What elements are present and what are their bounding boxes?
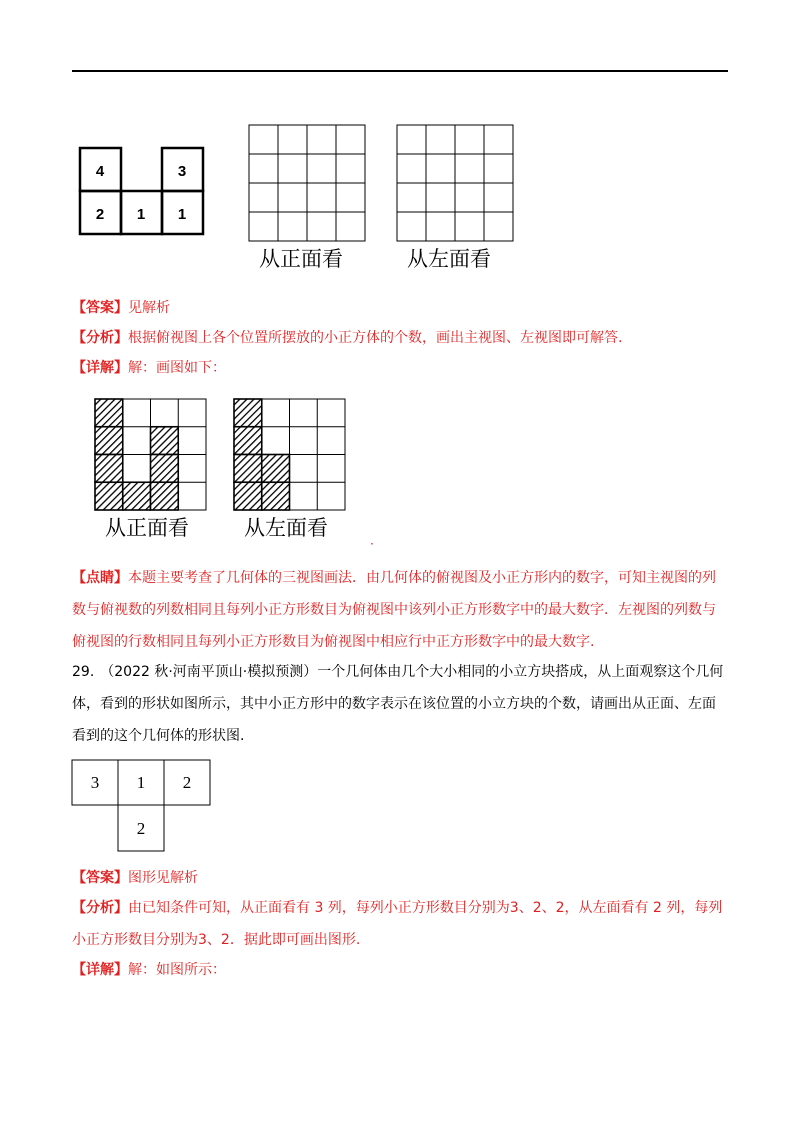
top-view-figure xyxy=(78,146,208,238)
q29-detail-line xyxy=(72,960,226,980)
cell-value: 3 xyxy=(177,163,187,180)
cell-value: 2 xyxy=(95,206,105,223)
comment-text: 本题主要考查了几何体的三视图画法．由几何体的俯视图及小正方形内的数字，可知主视图的列 xyxy=(128,570,716,586)
header-rule xyxy=(72,70,728,72)
answer-text: 图形见解析 xyxy=(128,870,198,886)
comment-tag: 【点睛】 xyxy=(72,570,128,586)
comment-line-1 xyxy=(72,568,716,588)
question-line-3: 看到的这个几何体的形状图. xyxy=(72,728,245,744)
analysis-text: 根据俯视图上各个位置所摆放的小正方体的个数，画出主视图、左视图即可解答. xyxy=(128,330,623,346)
cell-value: 3 xyxy=(90,773,100,792)
solution-left-grid xyxy=(233,398,347,512)
question-text: 一个几何体由几个大小相同的小立方块搭成，从上面观察这个几何 xyxy=(317,664,724,680)
shaded-cube xyxy=(262,455,290,483)
shaded-cube xyxy=(95,399,123,427)
shaded-cube xyxy=(95,455,123,483)
left-view-caption: 从左面看 xyxy=(407,247,491,271)
shaded-cube xyxy=(151,427,179,455)
cell-value: 2 xyxy=(182,773,192,792)
empty-left-grid xyxy=(396,124,516,244)
shaded-cube xyxy=(151,482,179,510)
analysis-line xyxy=(72,328,622,348)
shaded-cube xyxy=(262,482,290,510)
answer-line xyxy=(72,298,170,318)
cell-value: 1 xyxy=(136,206,146,223)
q29-top-view xyxy=(71,759,211,853)
question-line-2: 体，看到的形状如图所示，其中小正方形中的数字表示在该位置的小立方块的个数，请画出从正面、左面 xyxy=(72,696,716,712)
shaded-cube xyxy=(234,427,262,455)
cell-value: 2 xyxy=(136,819,146,838)
empty-front-grid xyxy=(248,124,368,244)
detail-line xyxy=(72,358,226,378)
shaded-cube xyxy=(234,455,262,483)
comment-line-2: 数与俯视数的列数相同且每列小正方形数目为俯视图中该列小正方形数字中的最大数字．左视图的列数与 xyxy=(72,602,716,618)
cell-value: 1 xyxy=(136,773,146,792)
comment-line-3: 俯视图的行数相同且每列小正方形数目为俯视图中相应行中正方形数字中的最大数字. xyxy=(72,634,595,650)
shaded-cube xyxy=(95,427,123,455)
shaded-cube xyxy=(151,455,179,483)
cell-value: 4 xyxy=(95,163,105,180)
q29-analysis-line-1 xyxy=(72,898,722,918)
detail-text: 解：画图如下： xyxy=(128,360,226,376)
solution-left-caption: 从左面看 xyxy=(244,516,328,540)
shaded-cube xyxy=(95,482,123,510)
shaded-cube xyxy=(123,482,151,510)
cell-value: 1 xyxy=(177,206,187,223)
question-number: 29. xyxy=(72,664,95,680)
analysis-tag: 【分析】 xyxy=(72,900,128,916)
q29-analysis-line-2: 小正方形数目分别为3、2．据此即可画出图形. xyxy=(72,932,361,948)
detail-tag: 【详解】 xyxy=(72,360,128,376)
shaded-cube xyxy=(234,399,262,427)
answer-tag: 【答案】 xyxy=(72,300,128,316)
solution-front-caption: 从正面看 xyxy=(105,516,189,540)
detail-tag: 【详解】 xyxy=(72,962,128,978)
shaded-cube xyxy=(234,482,262,510)
solution-front-grid xyxy=(94,398,208,512)
question-source: （2022 秋·河南平顶山·模拟预测） xyxy=(100,664,318,680)
detail-text: 解：如图所示： xyxy=(128,962,226,978)
answer-text: 见解析 xyxy=(128,300,170,316)
analysis-text: 由已知条件可知，从正面看有 3 列，每列小正方形数目分别为3、2、2，从左面看有 2 列，每列 xyxy=(128,900,723,916)
question-line-1 xyxy=(72,662,723,682)
answer-tag: 【答案】 xyxy=(72,870,128,886)
stray-dot: · xyxy=(370,537,374,551)
q29-answer-line xyxy=(72,868,198,888)
analysis-tag: 【分析】 xyxy=(72,330,128,346)
front-view-caption: 从正面看 xyxy=(259,247,343,271)
